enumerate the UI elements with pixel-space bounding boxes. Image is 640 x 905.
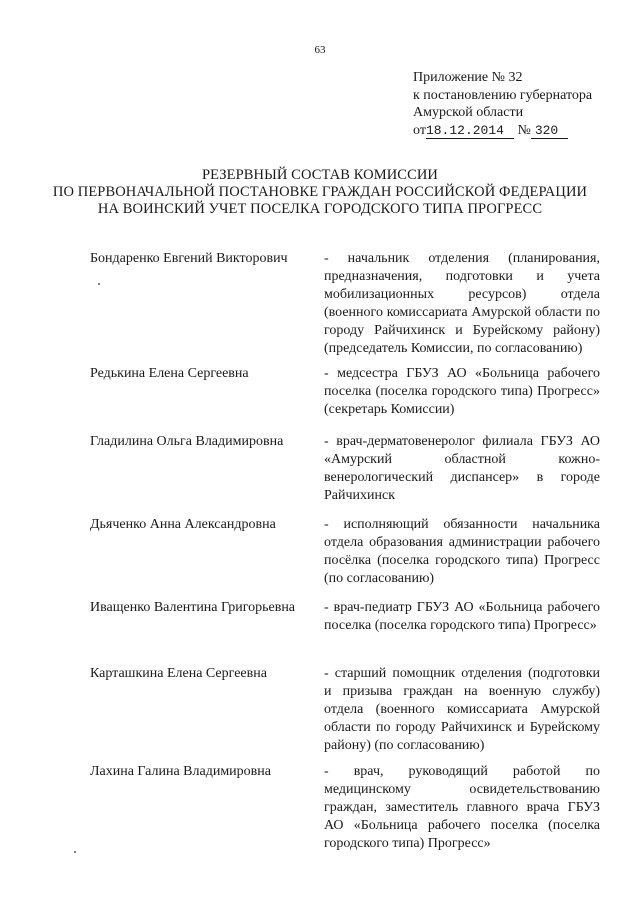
page-number: 63 [314, 44, 326, 56]
member-name: Гладилина Ольга Владимировна [90, 434, 284, 449]
decree-number: 320 [531, 124, 568, 139]
member-name: Иващенко Валентина Григорьевна [90, 600, 296, 615]
appendix-block [413, 69, 592, 139]
scan-speck [98, 283, 100, 285]
appendix-line-1: Приложение № 32 [413, 70, 523, 85]
appendix-line-3: Амурской области [413, 105, 524, 120]
title-line-1: РЕЗЕРВНЫЙ СОСТАВ КОМИССИИ [202, 167, 438, 183]
member-role: - исполняющий обязанности начальника отдела образования администрации рабочего посёлка (поселка городского типа) Прогресс (по согласованию) [324, 517, 600, 586]
member-role: - врач-дерматовенеролог филиала ГБУЗ АО «Амурский областной кожно-венерологический диспансер» в городе Райчихинск [324, 434, 600, 503]
title-line-2: ПО ПЕРВОНАЧАЛЬНОЙ ПОСТАНОВКЕ ГРАЖДАН РОССИЙСКОЙ ФЕДЕРАЦИИ [52, 184, 588, 200]
appendix-date-line [413, 122, 592, 140]
member-role: - врач-педиатр ГБУЗ АО «Больница рабочего поселка (поселка городского типа) Прогресс» [324, 600, 600, 633]
date-prefix: от [413, 122, 426, 138]
member-role: - медсестра ГБУЗ АО «Больница рабочего поселка (поселка городского типа) Прогресс» (секретарь Комиссии) [324, 366, 600, 417]
member-name: Лахина Галина Владимировна [90, 764, 271, 779]
member-name: Дьяченко Анна Александровна [90, 517, 276, 532]
number-sign: № [517, 122, 531, 138]
member-name: Карташкина Елена Сергеевна [90, 666, 267, 681]
scan-speck [74, 851, 76, 853]
title-line-3: НА ВОИНСКИЙ УЧЕТ ПОСЕЛКА ГОРОДСКОГО ТИПА ПРОГРЕСС [97, 201, 543, 217]
member-role: - старший помощник отделения (подготовки и призыва граждан на военную службу) отдела (военного комиссариата Амурской области по городу Райчихинск и Бурейскому району) (по согласованию) [324, 666, 600, 753]
member-name: Бондаренко Евгений Викторович [90, 251, 288, 266]
decree-date: 18.12.2014 [426, 124, 514, 139]
document-title [0, 167, 640, 218]
member-name: Редькина Елена Сергеевна [90, 366, 249, 381]
member-role: - начальник отделения (планирования, предназначения, подготовки и учета мобилизационных ресурсов) отдела (военного комиссариата Амурской области по городу Райчихинск и Бурейскому району) (председатель Комиссии, по согласованию) [324, 251, 600, 356]
member-role: - врач, руководящий работой по медицинскому освидетельствованию граждан, заместитель главного врача ГБУЗ АО «Больница рабочего поселка (поселка городского типа) Прогресс» [324, 764, 600, 851]
appendix-line-2: к постановлению губернатора [413, 87, 593, 103]
